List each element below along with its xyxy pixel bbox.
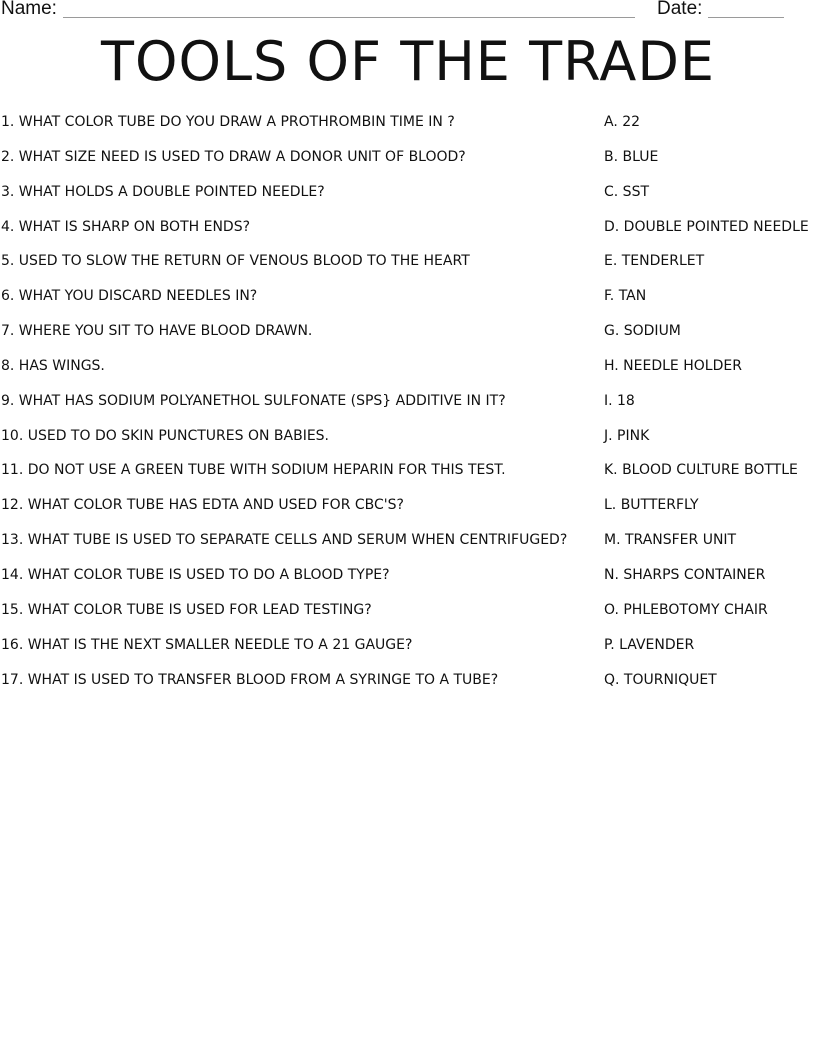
answer-item: I. 18 xyxy=(604,392,635,409)
question-item: 8. HAS WINGS. xyxy=(1,357,105,374)
question-item: 9. WHAT HAS SODIUM POLYANETHOL SULFONATE (SPS} ADDITIVE IN IT? xyxy=(1,392,506,409)
question-item: 13. WHAT TUBE IS USED TO SEPARATE CELLS AND SERUM WHEN CENTRIFUGED? xyxy=(1,532,568,549)
answer-item: G. SODIUM xyxy=(604,323,681,340)
date-label: Date: xyxy=(657,0,703,19)
answer-item: E. TENDERLET xyxy=(604,253,705,270)
question-item: 7. WHERE YOU SIT TO HAVE BLOOD DRAWN. xyxy=(1,323,313,340)
answer-item: J. PINK xyxy=(604,427,650,444)
answer-item: K. BLOOD CULTURE BOTTLE xyxy=(604,462,798,479)
answer-item: P. LAVENDER xyxy=(604,636,695,653)
name-label: Name: xyxy=(1,0,57,19)
question-item: 10. USED TO DO SKIN PUNCTURES ON BABIES. xyxy=(1,427,330,444)
question-item: 5. USED TO SLOW THE RETURN OF VENOUS BLOOD TO THE HEART xyxy=(1,253,470,270)
question-item: 2. WHAT SIZE NEED IS USED TO DRAW A DONOR UNIT OF BLOOD? xyxy=(1,148,466,165)
answer-item: O. PHLEBOTOMY CHAIR xyxy=(604,601,768,618)
name-blank-line xyxy=(63,17,635,18)
answer-item: M. TRANSFER UNIT xyxy=(604,532,737,549)
answer-item: A. 22 xyxy=(604,114,641,130)
answer-item: F. TAN xyxy=(604,288,647,305)
question-item: 11. DO NOT USE A GREEN TUBE WITH SODIUM HEPARIN FOR THIS TEST. xyxy=(1,462,506,479)
worksheet-header xyxy=(0,0,816,24)
answer-item: C. SST xyxy=(604,183,650,200)
question-item: 4. WHAT IS SHARP ON BOTH ENDS? xyxy=(1,218,251,235)
question-item: 12. WHAT COLOR TUBE HAS EDTA AND USED FOR CBC'S? xyxy=(1,497,404,514)
question-item: 15. WHAT COLOR TUBE IS USED FOR LEAD TESTING? xyxy=(1,601,372,618)
question-item: 16. WHAT IS THE NEXT SMALLER NEEDLE TO A 21 GAUGE? xyxy=(1,636,413,653)
question-item: 17. WHAT IS USED TO TRANSFER BLOOD FROM A SYRINGE TO A TUBE? xyxy=(1,671,499,688)
answer-item: B. BLUE xyxy=(604,148,659,165)
question-item: 1. WHAT COLOR TUBE DO YOU DRAW A PROTHROMBIN TIME IN ? xyxy=(1,114,455,130)
answer-item: N. SHARPS CONTAINER xyxy=(604,566,766,583)
question-list xyxy=(1,111,586,703)
date-blank-line xyxy=(708,17,784,18)
answer-item: L. BUTTERFLY xyxy=(604,497,699,514)
question-item: 3. WHAT HOLDS A DOUBLE POINTED NEEDLE? xyxy=(1,183,325,200)
answer-item: Q. TOURNIQUET xyxy=(604,671,717,688)
answer-item: D. DOUBLE POINTED NEEDLE xyxy=(604,218,809,235)
page-title: TOOLS OF THE TRADE xyxy=(100,30,716,93)
question-item: 6. WHAT YOU DISCARD NEEDLES IN? xyxy=(1,288,258,305)
answer-item: H. NEEDLE HOLDER xyxy=(604,357,742,374)
answer-list xyxy=(604,111,816,703)
question-item: 14. WHAT COLOR TUBE IS USED TO DO A BLOOD TYPE? xyxy=(1,566,390,583)
